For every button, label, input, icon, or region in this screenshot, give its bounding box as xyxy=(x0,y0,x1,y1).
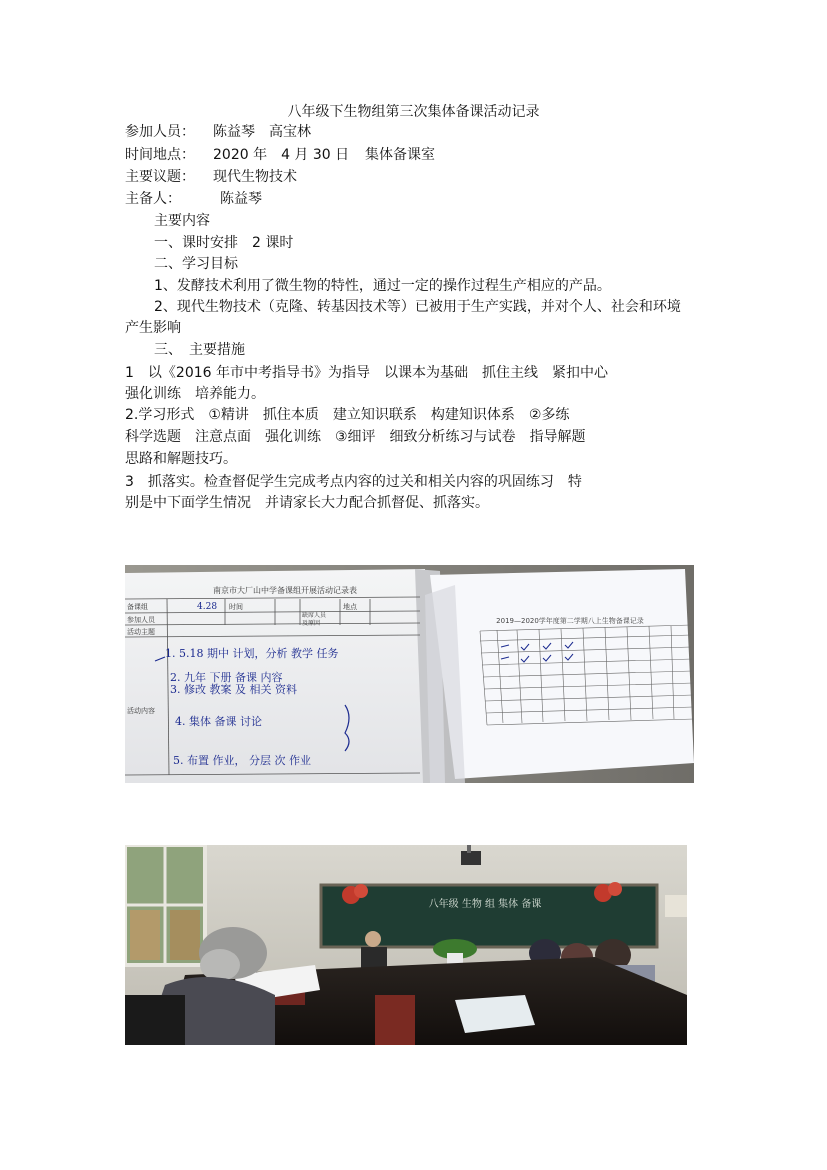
form-reason-label: 及原因 xyxy=(302,620,321,627)
form-time-label: 时间 xyxy=(229,603,243,611)
measure-2-line2: 科学选题 注意点面 强化训练 ③细评 细致分析练习与试卷 指导解题 xyxy=(125,429,586,445)
place-value: 集体备课室 xyxy=(365,147,435,163)
date-value: 2020 年 4 月 30 日 xyxy=(213,147,350,163)
form-date-value: 4.28 xyxy=(197,602,218,612)
measure-3-line1: 3 抓落实。检查督促学生完成考点内容的过关和相关内容的巩固练习 特 xyxy=(125,474,582,490)
measure-1-line1: 1 以《2016 年市中考指导书》为指导 以课本为基础 抓住主线 紧扣中心 xyxy=(125,365,608,381)
measure-1-line2: 强化训练 培养能力。 xyxy=(125,386,265,402)
lead-value: 陈益琴 xyxy=(220,191,262,207)
page-title: 八年级下生物组第三次集体备课活动记录 xyxy=(287,104,540,120)
right-sheet-header: 2019—2020学年度第二学期八上生物备课记录 xyxy=(496,617,644,625)
participants-value: 陈益琴 高宝林 xyxy=(213,124,311,140)
lead-label: 主备人： xyxy=(125,191,181,207)
handwritten-line: 2. 九年 下册 备课 内容 xyxy=(170,671,283,684)
form-row-label: 活动主题 xyxy=(127,628,155,636)
form-row-label: 活动内容 xyxy=(127,707,155,715)
handwritten-line: 4. 集体 备课 讨论 xyxy=(175,715,262,728)
handwritten-line: 5. 布置 作业， 分层 次 作业 xyxy=(173,754,311,767)
section-goals: 二、学习目标 xyxy=(154,256,238,272)
blackboard-text: 八年级 生物 组 集体 备课 xyxy=(428,899,542,910)
form-header: 南京市大厂山中学备课组开展活动记录表 xyxy=(213,586,357,595)
goal-2-line1: 2、现代生物技术（克隆、转基因技术等）已被用于生产实践，并对个人、社会和环境 xyxy=(154,299,681,315)
time-place-label: 时间地点： xyxy=(125,147,195,163)
photo-record-forms xyxy=(125,565,694,783)
form-absent-label: 缺席人员 xyxy=(302,612,327,619)
handwritten-line: 3. 修改 教案 及 相关 资料 xyxy=(170,683,297,696)
goal-2-line2: 产生影响 xyxy=(125,320,181,336)
topic-label: 主要议题： xyxy=(125,169,195,185)
photo-meeting-room xyxy=(125,845,687,1045)
measure-3-line2: 别是中下面学生情况 并请家长大力配合抓督促、抓落实。 xyxy=(125,495,489,511)
topic-value: 现代生物技术 xyxy=(213,169,297,185)
form-row-label: 备课组 xyxy=(127,603,148,611)
content-heading: 主要内容 xyxy=(154,213,210,229)
goal-1: 1、发酵技术利用了微生物的特性，通过一定的操作过程生产相应的产品。 xyxy=(154,278,611,294)
measure-2-line1: 2.学习形式 ①精讲 抓住本质 建立知识联系 构建知识体系 ②多练 xyxy=(125,407,570,423)
handwritten-line: 1. 5.18 期中 计划，分析 教学 任务 xyxy=(165,647,339,660)
section-schedule: 一、课时安排 2 课时 xyxy=(154,235,294,251)
participants-label: 参加人员： xyxy=(125,124,195,140)
measure-2-line3: 思路和解题技巧。 xyxy=(125,451,237,467)
form-place-label: 地点 xyxy=(343,603,357,611)
section-measures: 三、 主要措施 xyxy=(154,342,245,358)
form-row-label: 参加人员 xyxy=(127,616,155,624)
